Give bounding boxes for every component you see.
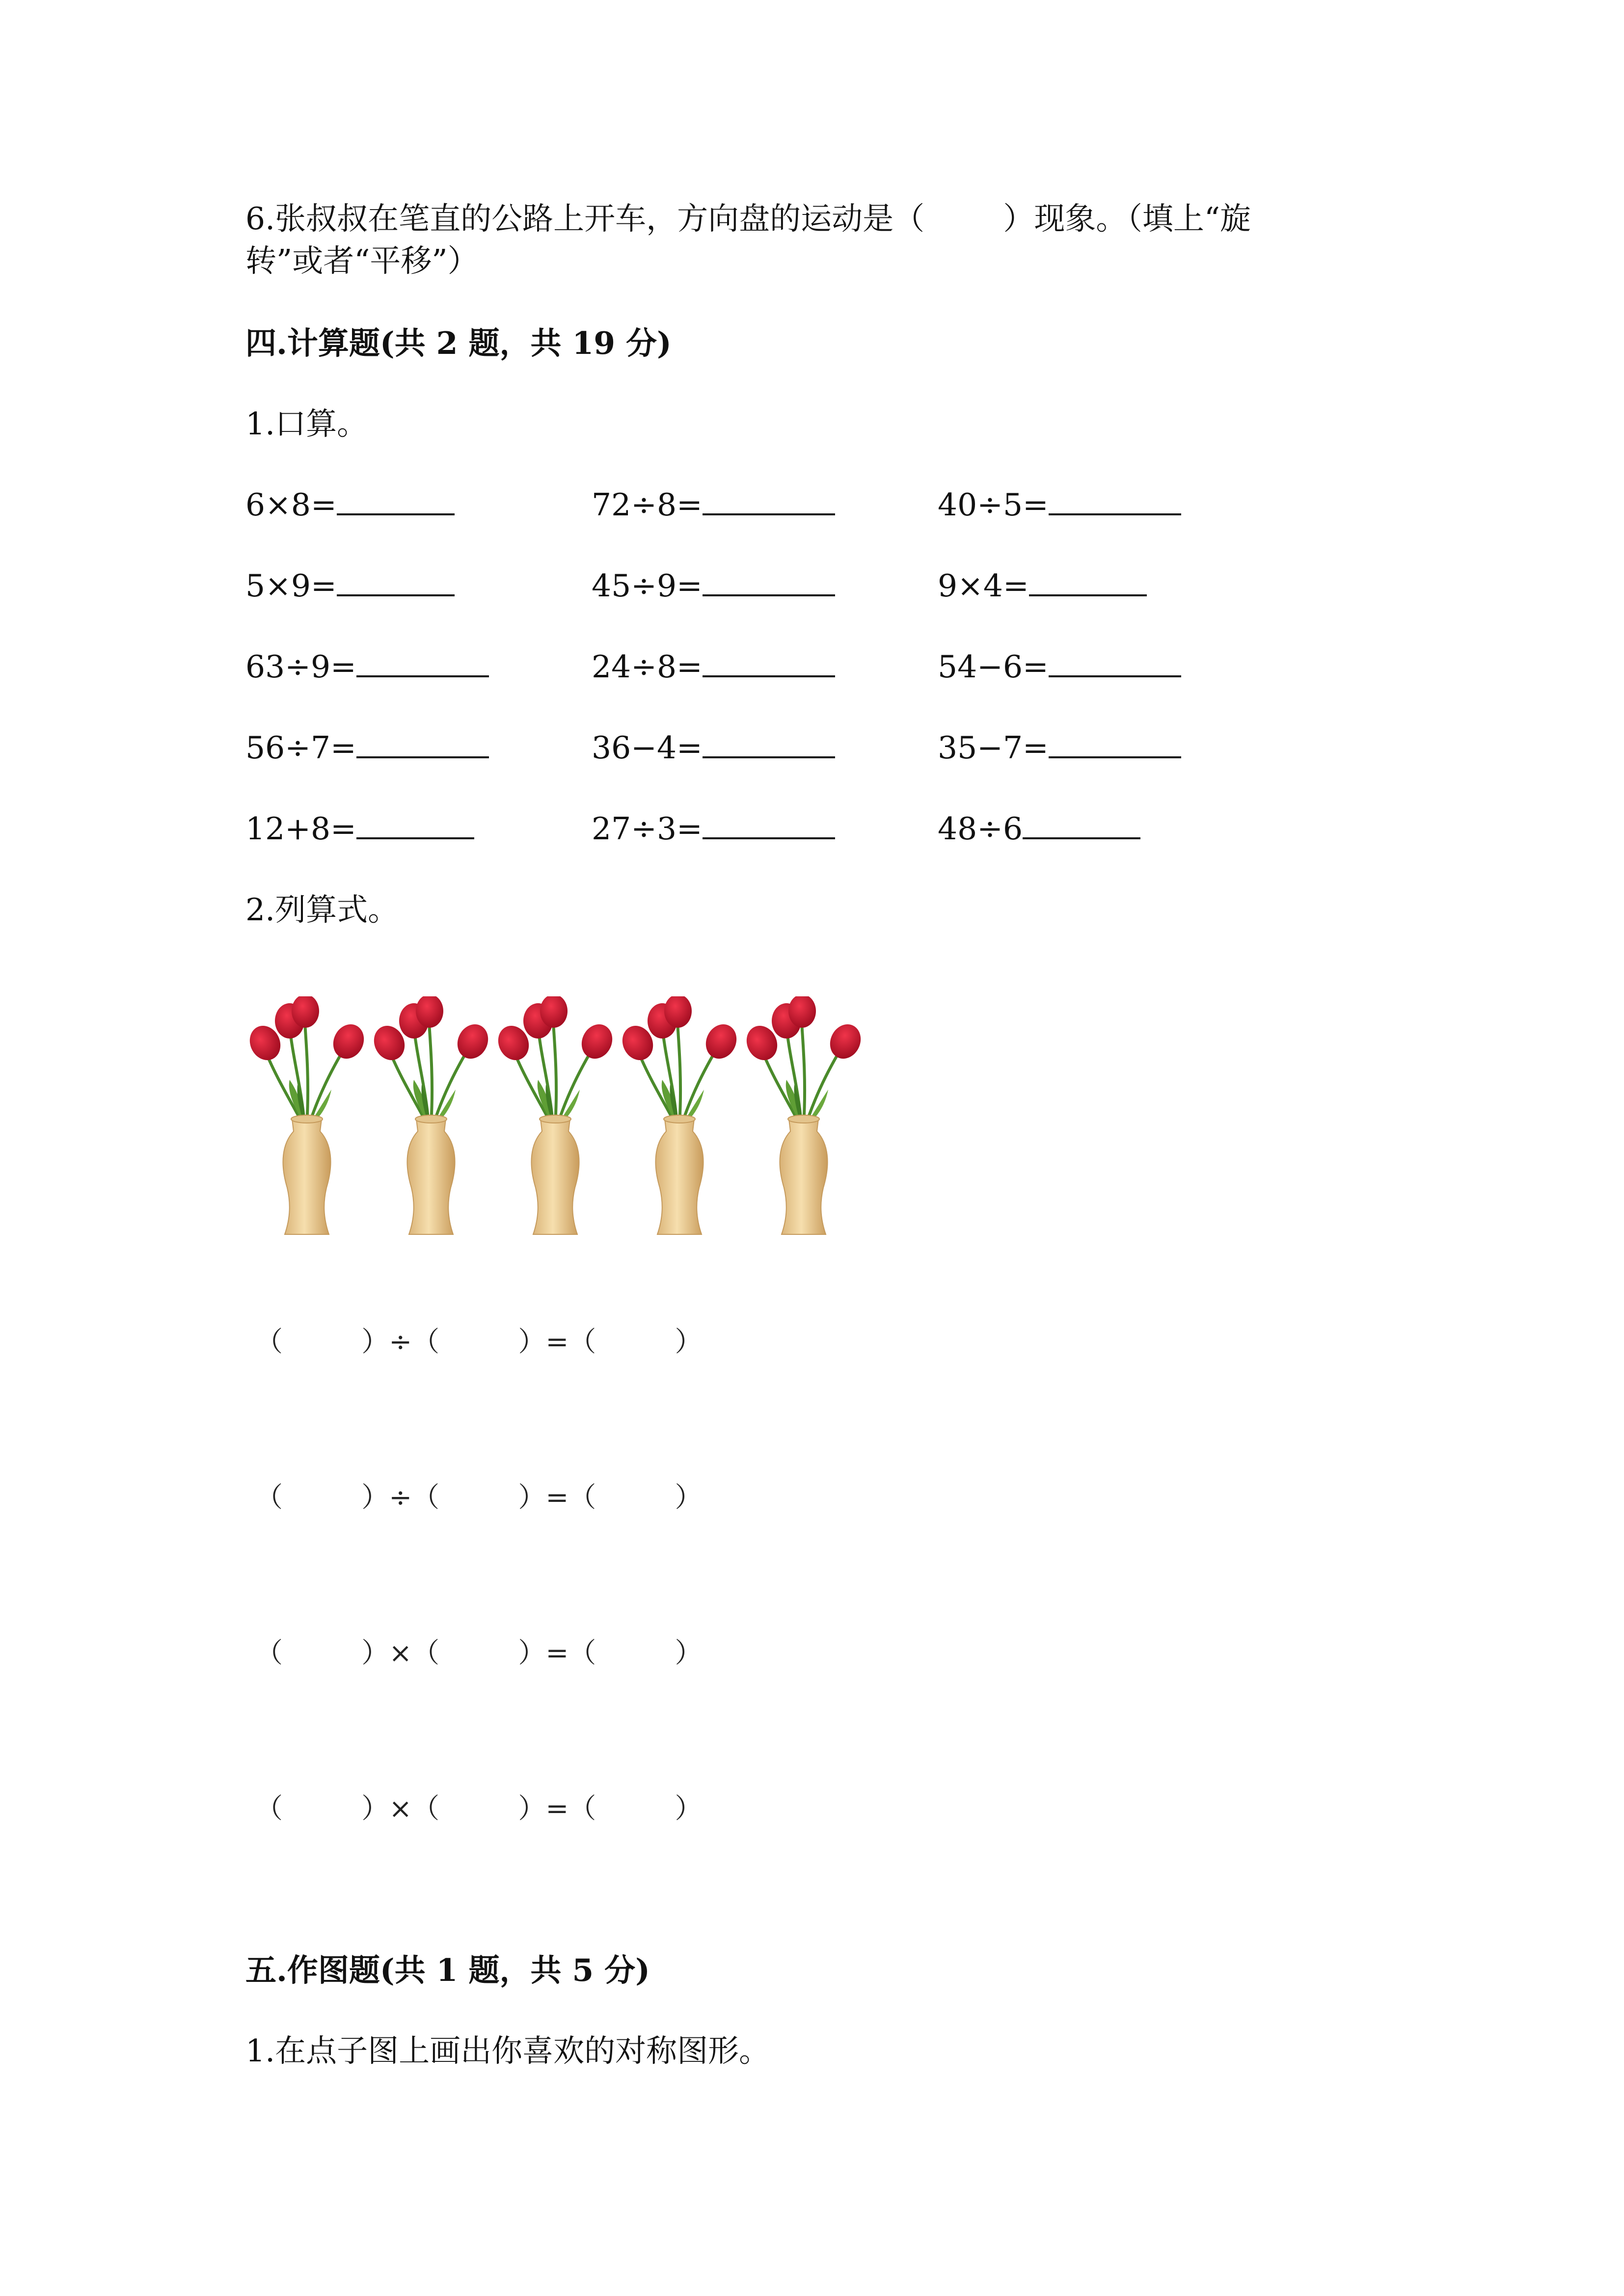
- answer-blank[interactable]: [1049, 485, 1181, 515]
- calc-expression: 27÷3=: [592, 811, 703, 847]
- calc-expression: 56÷7=: [245, 730, 356, 766]
- formula-row[interactable]: （ ）÷（ ）=（ ）: [255, 1326, 703, 1358]
- answer-blank[interactable]: [337, 485, 455, 515]
- answer-blank[interactable]: [1049, 647, 1181, 677]
- calc-expression: 12+8=: [245, 811, 356, 847]
- answer-blank[interactable]: [703, 647, 835, 677]
- q6-line2: 转”或者“平移”）: [245, 243, 479, 279]
- calc-expression: 6×8=: [245, 487, 337, 523]
- list-formula-title: 2.列算式。: [245, 892, 399, 928]
- calc-expression: 9×4=: [938, 568, 1029, 604]
- calc-expression: 36−4=: [592, 730, 703, 766]
- calc-item: [592, 484, 835, 526]
- calc-expression: 24÷8=: [592, 649, 703, 685]
- calc-item: [245, 484, 455, 526]
- draw-question: 1.在点子图上画出你喜欢的对称图形。: [245, 2033, 770, 2069]
- calc-item: [245, 646, 489, 688]
- answer-blank[interactable]: [1029, 566, 1147, 596]
- answer-blank[interactable]: [1023, 809, 1140, 839]
- calc-item: [592, 565, 835, 607]
- calc-expression: 72÷8=: [592, 487, 703, 523]
- calc-item: [938, 646, 1181, 688]
- answer-blank[interactable]: [337, 566, 455, 596]
- calc-expression: 63÷9=: [245, 649, 356, 685]
- calc-item: [245, 565, 455, 607]
- formula-row[interactable]: （ ）×（ ）=（ ）: [255, 1793, 703, 1825]
- formula-row[interactable]: （ ）÷（ ）=（ ）: [255, 1482, 703, 1514]
- calc-item: [938, 484, 1181, 526]
- answer-blank[interactable]: [703, 728, 835, 758]
- calc-item: [592, 646, 835, 688]
- calc-item: [938, 727, 1181, 769]
- answer-blank[interactable]: [1049, 728, 1181, 758]
- calc-item: [938, 808, 1140, 850]
- calc-expression: 48÷6: [938, 811, 1023, 847]
- calc-item: [592, 727, 835, 769]
- answer-blank[interactable]: [356, 647, 489, 677]
- calc-item: [592, 808, 835, 850]
- answer-blank[interactable]: [356, 809, 474, 839]
- answer-blank[interactable]: [356, 728, 489, 758]
- calc-item: [245, 727, 489, 769]
- tulip-vases-illustration: [245, 996, 869, 1242]
- section5-title: 五.作图题(共 1 题，共 5 分): [245, 1952, 650, 1988]
- calc-item: [245, 808, 474, 850]
- section4-title: 四.计算题(共 2 题，共 19 分): [245, 325, 672, 361]
- calc-item: [938, 565, 1147, 607]
- answer-blank[interactable]: [703, 485, 835, 515]
- calc-expression: 5×9=: [245, 568, 337, 604]
- q6-line1: 6.张叔叔在笔直的公路上开车，方向盘的运动是（ ）现象。（填上“旋: [245, 201, 1251, 237]
- calc-expression: 45÷9=: [592, 568, 703, 604]
- calc-expression: 54−6=: [938, 649, 1049, 685]
- calc-title: 1.口算。: [245, 406, 368, 442]
- answer-blank[interactable]: [703, 809, 835, 839]
- answer-blank[interactable]: [703, 566, 835, 596]
- calc-expression: 40÷5=: [938, 487, 1049, 523]
- formula-row[interactable]: （ ）×（ ）=（ ）: [255, 1637, 703, 1669]
- calc-expression: 35−7=: [938, 730, 1049, 766]
